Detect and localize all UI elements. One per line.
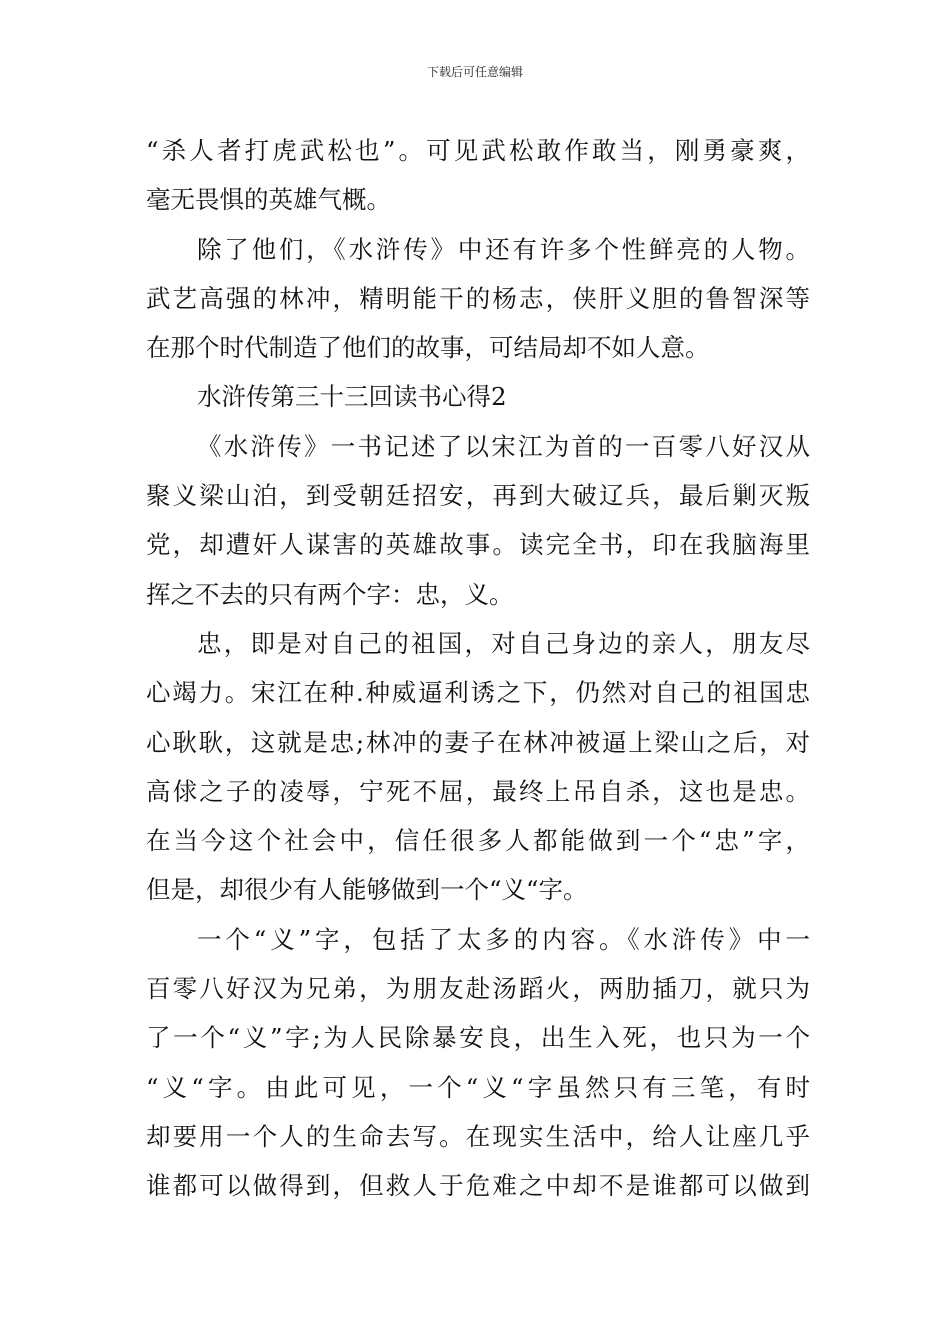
section-title: 水浒传第三十三回读书心得2 — [197, 382, 507, 412]
text-line: “杀人者打虎武松也”。可见武松敢作敢当，刚勇豪爽， — [146, 136, 810, 165]
text-line: 心竭力。宋江在种.种威逼利诱之下，仍然对自己的祖国忠 — [146, 678, 810, 708]
document-body — [146, 126, 810, 1211]
text-line: 心耿耿，这就是忠;林冲的妻子在林冲被逼上梁山之后，对 — [146, 727, 810, 757]
text-line: 毫无畏惧的英雄气概。 — [146, 185, 391, 215]
text-line: 却要用一个人的生命去写。在现实生活中，给人让座几乎 — [146, 1121, 810, 1151]
text-line: 在当今这个社会中，信任很多人都能做到一个“忠”字， — [146, 826, 810, 856]
text-line: 除了他们，《水浒传》中还有许多个性鲜亮的人物。 — [197, 234, 810, 264]
text-line: 聚义梁山泊，到受朝廷招安，再到大破辽兵，最后剿灭叛 — [146, 481, 810, 511]
text-line: 了一个“义”字;为人民除暴安良，出生入死，也只为一个 — [146, 1023, 810, 1053]
text-line: 百零八好汉为兄弟，为朋友赴汤蹈火，两肋插刀，就只为 — [146, 974, 810, 1004]
text-line: 高俅之子的凌辱，宁死不屈，最终上吊自杀，这也是忠。 — [146, 776, 810, 806]
text-line: 一个“义”字，包括了太多的内容。《水浒传》中一 — [197, 924, 810, 954]
text-line: 武艺高强的林冲，精明能干的杨志，侠肝义胆的鲁智深等 — [146, 283, 810, 313]
text-line: 谁都可以做得到，但救人于危难之中却不是谁都可以做到 — [146, 1171, 810, 1201]
text-line: 党，却遭奸人谋害的英雄故事。读完全书，印在我脑海里 — [146, 530, 810, 560]
text-line: 但是，却很少有人能够做到一个“义“字。 — [146, 875, 588, 905]
text-line: “义“字。由此可见，一个“义“字虽然只有三笔，有时 — [146, 1072, 810, 1102]
text-line: 在那个时代制造了他们的故事，可结局却不如人意。 — [146, 333, 710, 363]
text-line: 《水浒传》一书记述了以宋江为首的一百零八好汉从 — [197, 431, 810, 461]
text-line: 忠，即是对自己的祖国，对自己身边的亲人，朋友尽 — [197, 628, 810, 658]
page-header: 下载后可任意编辑 — [426, 65, 523, 79]
text-line: 挥之不去的只有两个字：忠，义。 — [146, 579, 514, 609]
